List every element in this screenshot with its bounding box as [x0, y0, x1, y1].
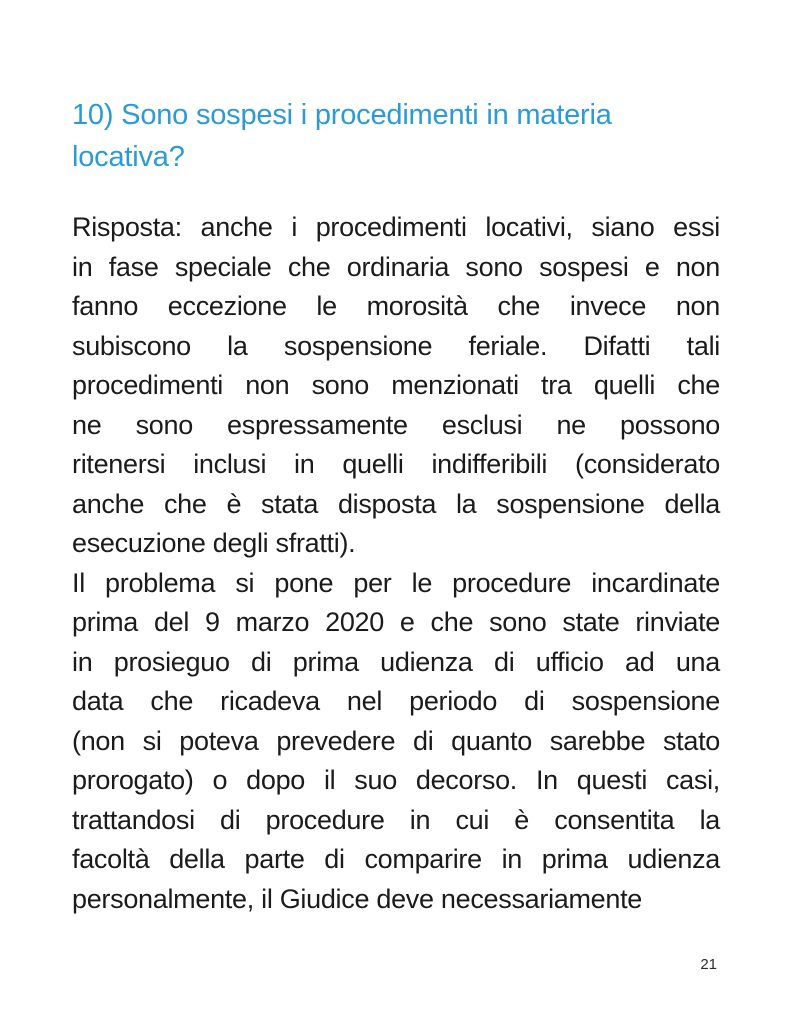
- page-content: [72, 94, 720, 919]
- body-line: procedimenti non sono menzionati tra quelli che: [72, 370, 720, 400]
- body-line: facoltà della parte di comparire in prima udienza: [72, 844, 720, 874]
- body-line: in fase speciale che ordinaria sono sospesi e non: [72, 251, 720, 282]
- body-line: prima del 9 marzo 2020 e che sono state rinviate: [72, 607, 720, 637]
- body-line: trattandosi di procedure in cui è consentita la: [72, 804, 720, 835]
- body-line: anche che è stata disposta la sospensione della: [72, 488, 720, 519]
- body-line: personalmente, il Giudice deve necessariamente: [72, 883, 643, 914]
- body-line: esecuzione degli sfratti).: [72, 528, 356, 558]
- body-line: (non si poteva prevedere di quanto sarebbe stato: [72, 725, 720, 756]
- body-line: subiscono la sospensione feriale. Difatti tali: [72, 330, 720, 361]
- body-line: ne sono espressamente esclusi ne possono: [72, 409, 720, 440]
- body-line: Risposta: anche i procedimenti locativi, siano essi: [72, 212, 720, 242]
- body-line: prorogato) o dopo il suo decorso. In questi casi,: [72, 765, 720, 795]
- body-line: data che ricadeva nel periodo di sospensione: [72, 686, 720, 716]
- body-text: [72, 208, 720, 919]
- question-heading: 10) Sono sospesi i procedimenti in materia locativa?: [72, 99, 612, 173]
- paragraph: [72, 208, 720, 564]
- body-line: Il problema si pone per le procedure incardinate: [72, 567, 720, 598]
- body-line: fanno eccezione le morosità che invece non: [72, 291, 720, 321]
- page-number: 21: [700, 956, 717, 973]
- body-line: in prosieguo di prima udienza di ufficio ad una: [72, 646, 720, 677]
- body-line: ritenersi inclusi in quelli indifferibili (considerato: [72, 449, 720, 479]
- paragraph: [72, 564, 720, 920]
